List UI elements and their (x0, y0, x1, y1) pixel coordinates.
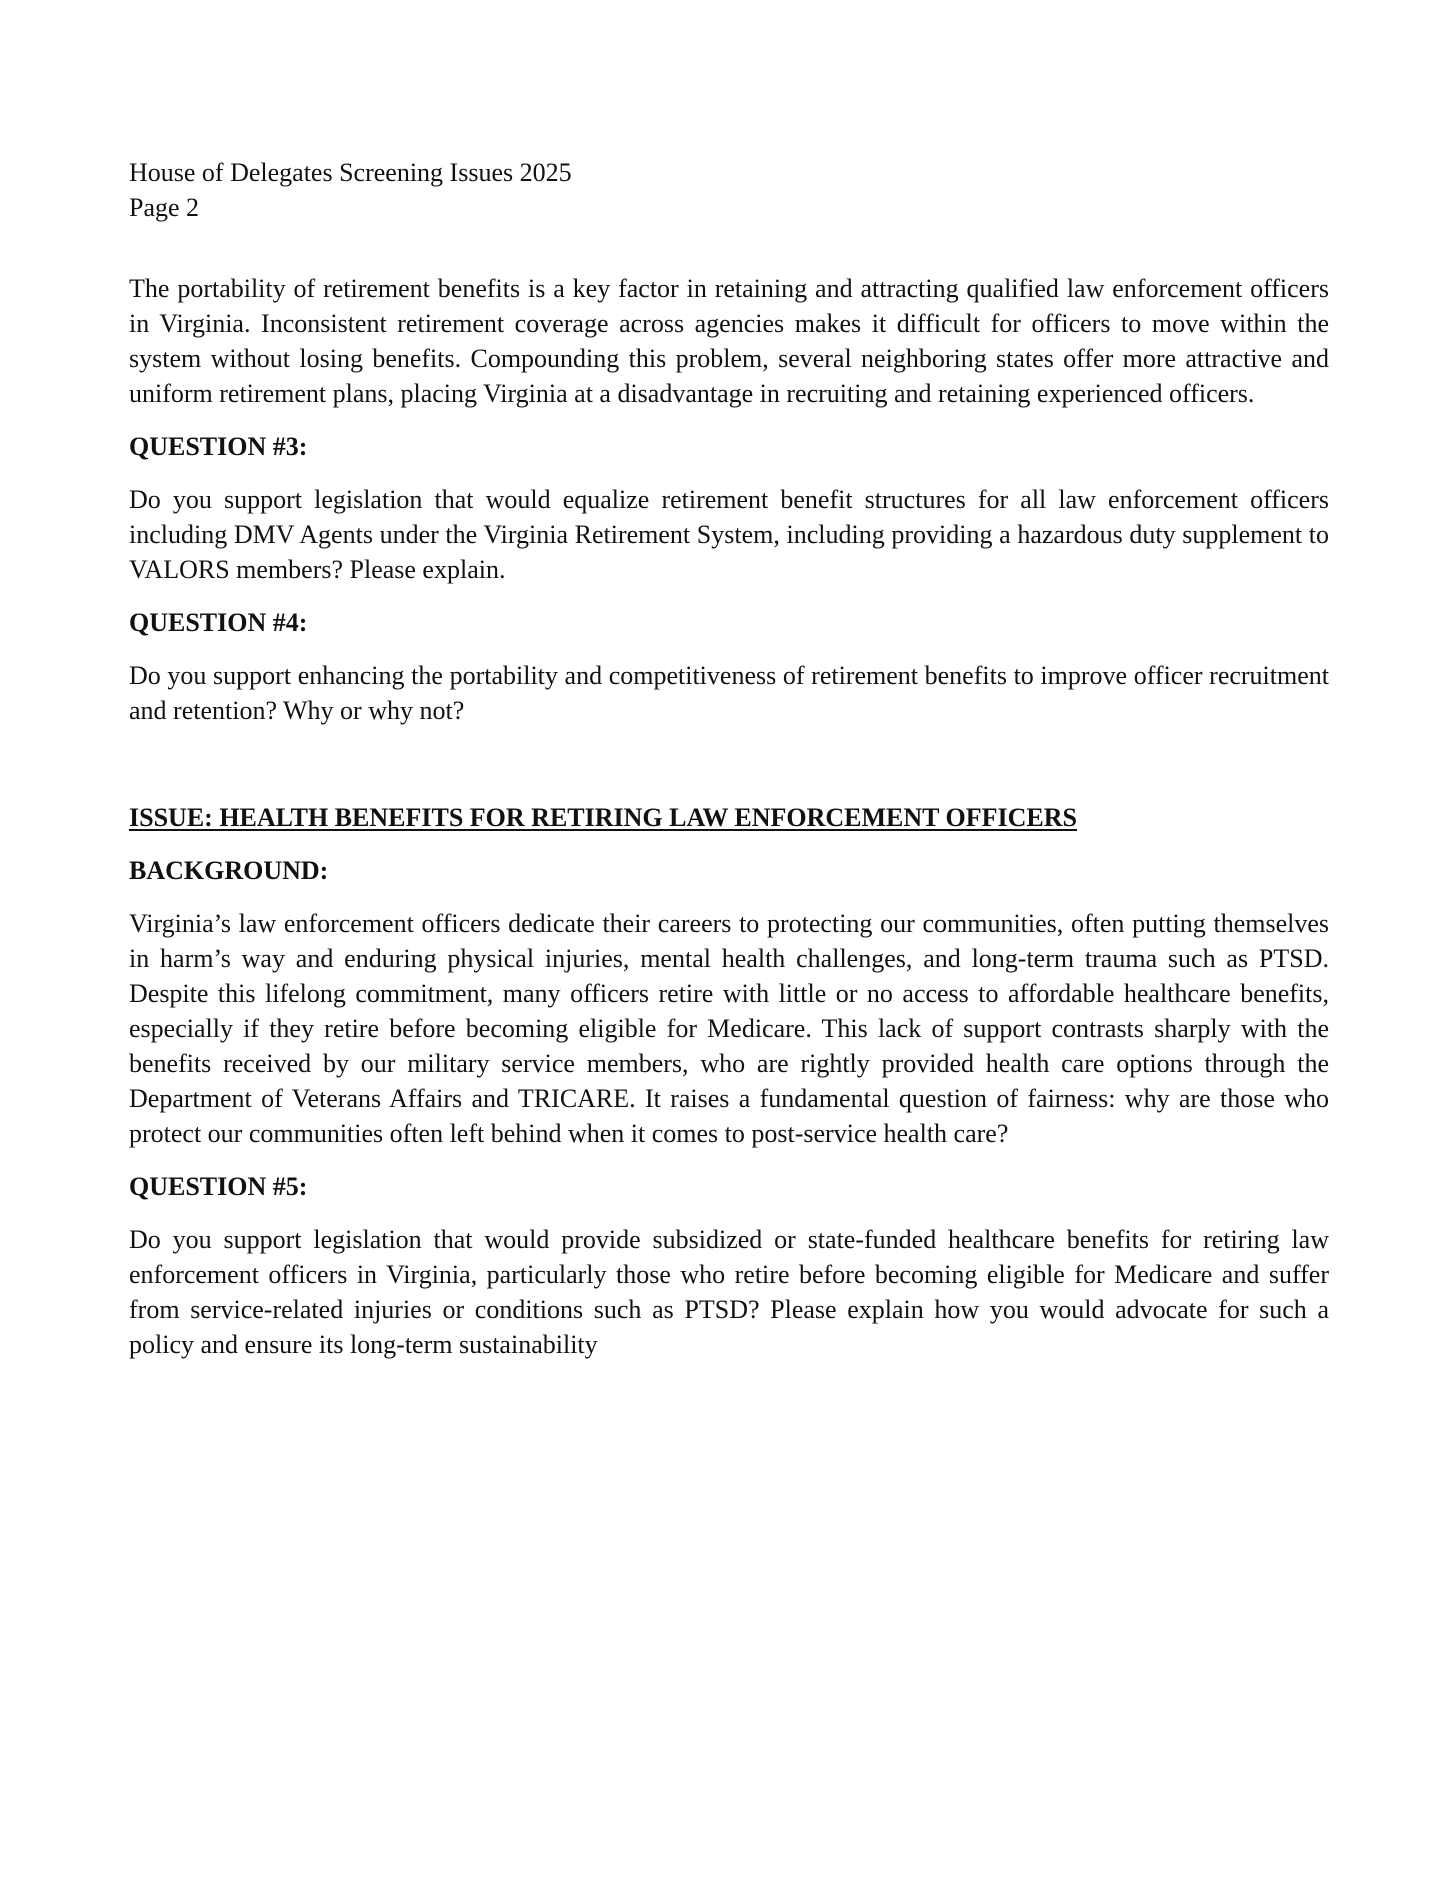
question-5-heading: QUESTION #5: (129, 1172, 308, 1201)
background-heading: BACKGROUND: (129, 856, 329, 885)
question-3-heading: QUESTION #3: (129, 432, 308, 461)
intro-paragraph: The portability of retirement benefits is a key factor in retaining and attracting qualified law enforcement officers in Virginia. Inconsistent retirement coverage across agencies makes it difficult for officers to move within the system without losing benefits. Compounding this problem, several neighboring states offer more attractive and uniform retirement plans, placing Virginia at a disadvantage in recruiting and retaining experienced officers. (129, 274, 1329, 408)
question-4-text: Do you support enhancing the portability and competitiveness of retirement benefits to improve officer recruitment and retention? Why or why not? (129, 661, 1329, 725)
page-content (129, 155, 1329, 1362)
document-title: House of Delegates Screening Issues 2025 (129, 158, 572, 187)
question-5-text: Do you support legislation that would provide subsidized or state-funded healthcare benefits for retiring law enforcement officers in Virginia, particularly those who retire before becoming eligible for Medicare and suffer from service-related injuries or conditions such as PTSD? Please explain how you would advocate for such a policy and ensure its long-term sustainability (129, 1225, 1329, 1359)
issue-title: ISSUE: HEALTH BENEFITS FOR RETIRING LAW ENFORCEMENT OFFICERS (129, 803, 1078, 832)
question-4-heading: QUESTION #4: (129, 608, 308, 637)
question-3-text: Do you support legislation that would equalize retirement benefit structures for all law enforcement officers including DMV Agents under the Virginia Retirement System, including providing a hazardous duty supplement to VALORS members? Please explain. (129, 485, 1329, 584)
page-number: Page 2 (129, 193, 200, 222)
background-text: Virginia’s law enforcement officers dedicate their careers to protecting our communities, often putting themselves in harm’s way and enduring physical injuries, mental health challenges, and long-term trauma such as PTSD. Despite this lifelong commitment, many officers retire with little or no access to affordable healthcare benefits, especially if they retire before becoming eligible for Medicare. This lack of support contrasts sharply with the benefits received by our military service members, who are rightly provided health care options through the Department of Veterans Affairs and TRICARE. It raises a fundamental question of fairness: why are those who protect our communities often left behind when it comes to post-service health care? (129, 909, 1329, 1148)
